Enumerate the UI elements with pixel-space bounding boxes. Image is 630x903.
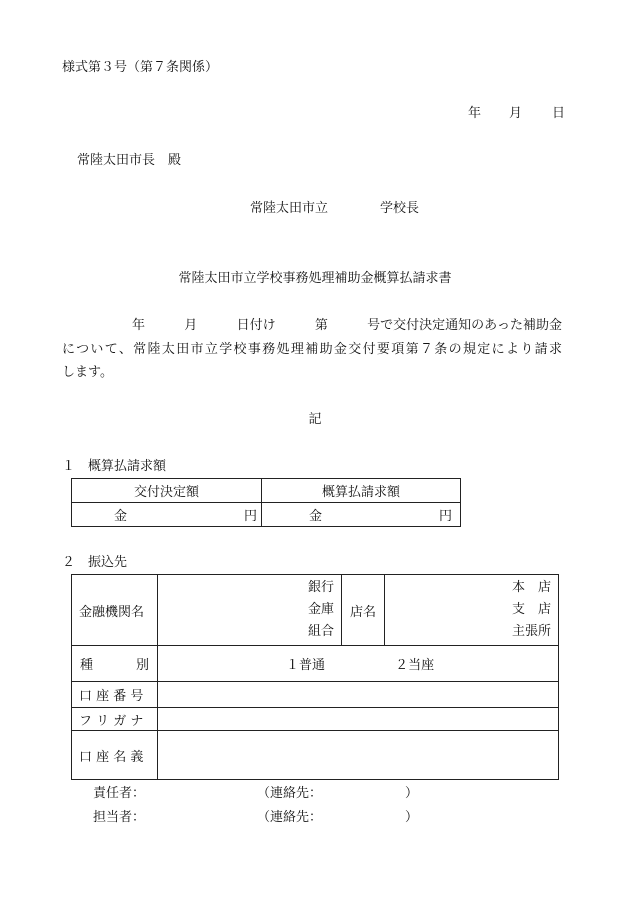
section1-heading: １ 概算払請求額 (62, 459, 167, 474)
account-number-label: 口 座 番 号 (72, 682, 158, 708)
section2-heading: ２ 振込先 (62, 555, 128, 570)
type-label-cell (72, 646, 158, 682)
sender-suffix: 学校長 (380, 201, 420, 216)
body-number-prefix: 第 (314, 318, 328, 333)
institution-type-shinkin: 金庫 (307, 602, 334, 617)
en-label: 円 (243, 509, 257, 524)
kin-label: 金 (114, 509, 128, 524)
body-year: 年 (132, 318, 146, 333)
account-number-value (158, 682, 559, 708)
type-option-toza: ２当座 (395, 658, 435, 673)
grant-decision-amount-cell (72, 503, 262, 527)
responsible-label: 責任者： (93, 786, 146, 801)
type-options-cell (158, 646, 559, 682)
estimated-payment-amount-cell (262, 503, 461, 527)
account-name-value (158, 731, 559, 780)
institution-type-bank: 銀行 (307, 580, 334, 595)
body-month: 月 (184, 318, 198, 333)
col-header-estimated-payment: 概算払請求額 (262, 479, 461, 503)
furigana-label: フ リ ガ ナ (72, 708, 158, 731)
institution-cell (158, 575, 342, 646)
form-number: 様式第３号（第７条関係） (62, 60, 219, 75)
bank-transfer-table (71, 574, 559, 780)
date-month: 月 (509, 106, 523, 121)
account-name-label: 口 座 名 義 (72, 731, 158, 780)
branch-cell (385, 575, 559, 646)
document-title: 常陸太田市立学校事務処理補助金概算払請求書 (178, 271, 452, 286)
body-line-2: について、常陸太田市立学校事務処理補助金交付要項第７条の規定により請求 (62, 341, 562, 357)
branch-type-office: 主張所 (511, 624, 551, 639)
staff-label: 担当者： (93, 810, 146, 825)
body-date-suffix: 日付け (236, 318, 276, 333)
type-option-futsu: １普通 (286, 658, 326, 673)
col-header-grant-decision: 交付決定額 (72, 479, 262, 503)
sender-prefix: 常陸太田市立 (250, 201, 329, 216)
type-label-1: 種 (80, 658, 94, 673)
branch-label: 店名 (342, 575, 385, 646)
body-line1-rest: 号で交付決定通知のあった補助金 (367, 318, 562, 333)
staff-contact-close: ） (405, 810, 419, 825)
branch-type-sub: 支 店 (511, 602, 551, 617)
ki-marker: 記 (308, 412, 322, 427)
institution-type-kumiai: 組合 (307, 624, 334, 639)
type-label-2: 別 (135, 658, 149, 673)
furigana-value (158, 708, 559, 731)
date-day: 日 (552, 106, 566, 121)
staff-contact: （連絡先： (257, 810, 323, 825)
addressee: 常陸太田市長 殿 (77, 153, 182, 168)
responsible-contact-close: ） (405, 786, 419, 801)
en-label: 円 (438, 509, 452, 524)
branch-type-main: 本 店 (511, 580, 551, 595)
body-paragraph (62, 314, 562, 385)
date-year: 年 (468, 106, 482, 121)
responsible-contact: （連絡先： (257, 786, 323, 801)
body-line-3: します。 (62, 365, 113, 380)
estimate-table (71, 478, 461, 527)
institution-label: 金融機関名 (72, 575, 158, 646)
body-line-1 (62, 314, 562, 338)
kin-label: 金 (309, 509, 323, 524)
